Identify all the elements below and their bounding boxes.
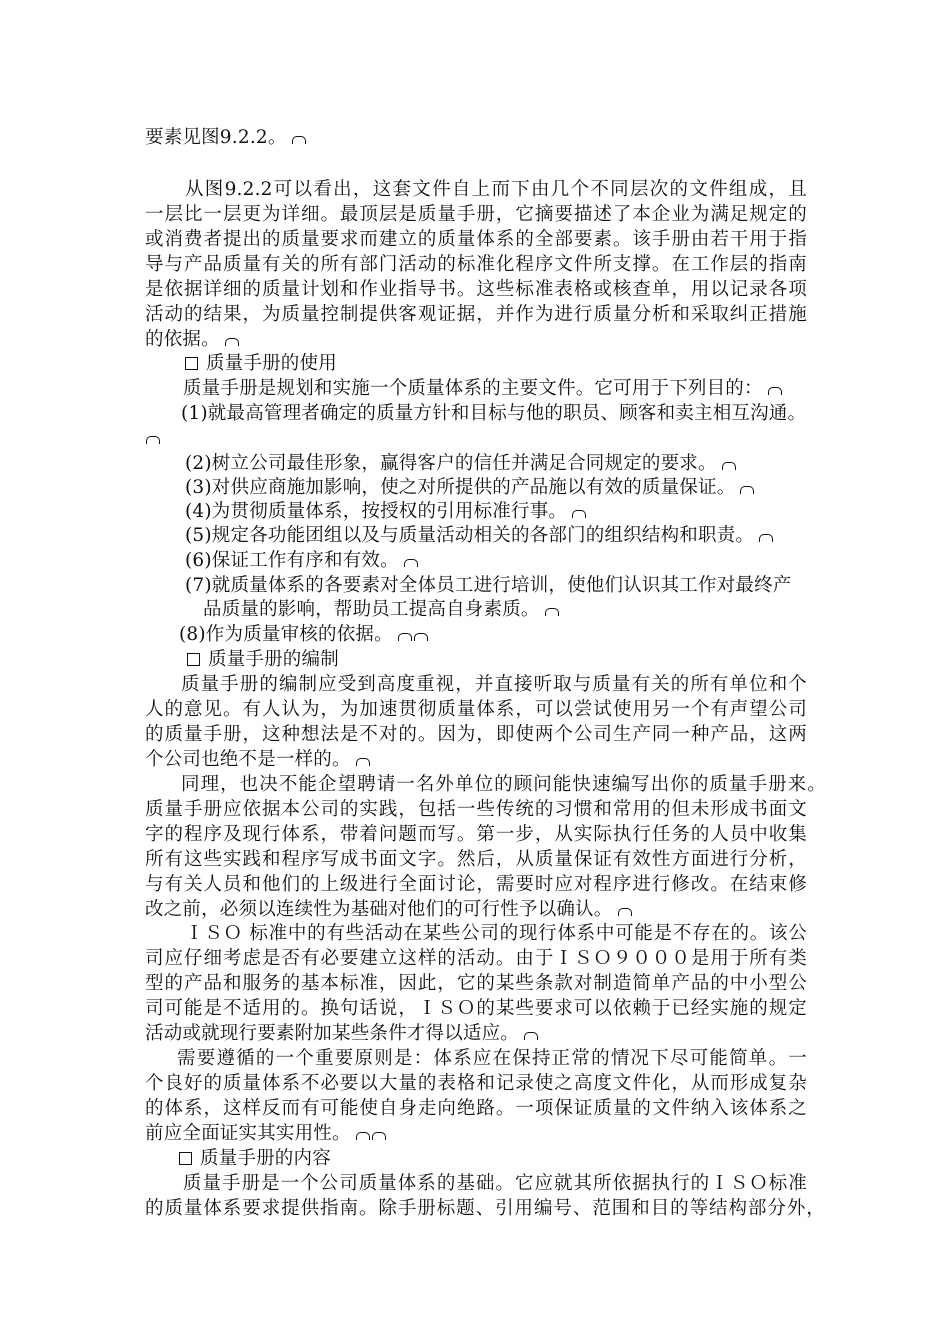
paragraph-mark-icon xyxy=(721,458,737,472)
text-line: 一层比一层更为详细。最顶层是质量手册，它摘要描述了本企业为满足规定的 xyxy=(145,204,807,225)
text-line: 的质量手册，这种想法是不对的。因为，即使两个公司生产同一种产品，这两 xyxy=(145,724,807,745)
paragraph-mark-icon xyxy=(224,334,240,348)
list-item: (1)就最高管理者确定的质量方针和目标与他的职员、顾客和卖主相互沟通。 xyxy=(181,403,807,424)
text-run: (6)保证工作有序和有效。 xyxy=(185,550,399,571)
text-run: 质量手册是规划和实施一个质量体系的主要文件。它可用于下列目的： xyxy=(183,378,763,399)
section-heading-compile xyxy=(187,648,339,672)
paragraph-mark-icon xyxy=(544,604,560,618)
text-run: (2)树立公司最佳形象，赢得客户的信任并满足合同规定的要求。 xyxy=(185,453,717,474)
text-run: 活动或就现行要素附加某些条件才得以适应。 xyxy=(145,1023,520,1044)
text-line: 或消费者提出的质量要求而建立的质量体系的全部要素。该手册由若干用于指 xyxy=(145,229,807,250)
paragraph-mark-icon xyxy=(371,1128,387,1142)
text-run: 改之前，必须以连续性为基础对他们的可行性予以确认。 xyxy=(145,899,613,920)
paragraph-mark-icon xyxy=(355,1128,371,1142)
paragraph-mark-icon xyxy=(145,432,161,446)
checkbox-square-icon xyxy=(187,653,200,666)
paragraph-mark-icon xyxy=(291,132,307,146)
text-line: 质量手册是一个公司质量体系的基础。它应就其所依据执行的ＩＳＯ标准 xyxy=(183,1173,807,1194)
text-run: (5)规定各功能团组以及与质量活动相关的各部门的组织结构和职责。 xyxy=(185,525,755,546)
text-line: 个良好的质量体系不必要以大量的表格和记录使之高度文件化，从而形成复杂 xyxy=(145,1073,807,1094)
paragraph-mark-icon xyxy=(355,754,371,768)
list-item-continuation xyxy=(203,598,560,622)
heading-text: 质量手册的使用 xyxy=(206,353,337,374)
text-line: 活动的结果，为质量控制提供客观证据，并作为进行质量分析和采取纠正措施 xyxy=(145,304,807,325)
heading-text: 质量手册的内容 xyxy=(200,1148,331,1169)
section-heading-content xyxy=(179,1147,331,1171)
text-line: 质量手册的编制应受到高度重视，并直接听取与质量有关的所有单位和个 xyxy=(181,674,807,695)
heading-text: 质量手册的编制 xyxy=(208,649,339,670)
text-line: 质量手册应依据本公司的实践，包括一些传统的习惯和常用的但未形成书面文 xyxy=(145,799,807,820)
text-run: 要素见图9.2.2。 xyxy=(145,127,287,148)
text-line: 同理，也决不能企望聘请一名外单位的顾问能快速编写出你的质量手册来。 xyxy=(181,774,826,795)
paragraph-mark-icon xyxy=(413,629,429,643)
list-item xyxy=(179,623,429,647)
text-run: (8)作为质量审核的依据。 xyxy=(179,624,393,645)
paragraph-mark-icon xyxy=(523,1028,539,1042)
paragraph-mark-icon xyxy=(739,482,755,496)
text-line: 司应仔细考虑是否有必要建立这样的活动。由于ＩＳＯ９０００是用于所有类 xyxy=(145,948,807,969)
text-line xyxy=(145,748,371,772)
text-line: ＩＳＯ 标准中的有些活动在某些公司的现行体系中可能是不存在的。该公 xyxy=(185,923,807,944)
text-line: 司可能是不适用的。换句话说，ＩＳＯ的某些要求可以依赖于已经实施的规定 xyxy=(145,998,807,1019)
paragraph-mark-icon xyxy=(767,383,783,397)
text-line: 人的意见。有人认为，为加速贯彻质量体系，可以尝试使用另一个有声望公司 xyxy=(145,699,807,720)
paragraph-mark-icon xyxy=(617,904,633,918)
text-line xyxy=(145,1122,387,1146)
list-item xyxy=(185,476,755,500)
text-line: 需要遵循的一个重要原则是：体系应在保持正常的情况下尽可能简单。一 xyxy=(177,1048,807,1069)
text-run: 前应全面证实其实用性。 xyxy=(145,1123,351,1144)
checkbox-square-icon xyxy=(179,1152,192,1165)
paragraph-mark-icon xyxy=(571,506,587,520)
text-run: 个公司也绝不是一样的。 xyxy=(145,749,351,770)
text-line: 与有关人员和他们的上级进行全面讨论，需要时应对程序进行修改。在结束修 xyxy=(145,874,807,895)
text-line: 所有这些实践和程序写成书面文字。然后，从质量保证有效性方面进行分析， xyxy=(145,849,807,870)
text-line: 字的程序及现行体系，带着问题而写。第一步，从实际执行任务的人员中收集 xyxy=(145,824,807,845)
text-run: (3)对供应商施加影响，使之对所提供的产品施以有效的质量保证。 xyxy=(185,477,736,498)
list-item xyxy=(185,452,737,476)
text-line: 是依据详细的质量计划和作业指导书。这些标准表格或核查单，用以记录各项 xyxy=(145,279,807,300)
text-line xyxy=(145,328,240,352)
text-line: 型的产品和服务的基本标准，因此，它的某些条款对制造简单产品的中小型公 xyxy=(145,973,807,994)
text-line xyxy=(145,126,307,150)
list-item: (7)就质量体系的各要素对全体员工进行培训，使他们认识其工作对最终产 xyxy=(185,575,792,596)
text-line: 的体系，这样反而有可能使自身走向绝路。一项保证质量的文件纳入该体系之 xyxy=(145,1098,807,1119)
text-run: 的依据。 xyxy=(145,329,220,350)
paragraph-mark-icon xyxy=(758,530,774,544)
text-line xyxy=(183,377,783,401)
section-heading-use xyxy=(185,352,337,376)
text-run: 品质量的影响，帮助员工提高自身素质。 xyxy=(203,599,540,620)
text-line: 导与产品质量有关的所有部门活动的标准化程序文件所支撑。在工作层的指南 xyxy=(145,254,807,275)
text-line: 从图9.2.2可以看出，这套文件自上而下由几个不同层次的文件组成，且 xyxy=(185,179,807,200)
text-line xyxy=(145,898,633,922)
list-item xyxy=(185,524,774,548)
checkbox-square-icon xyxy=(185,357,198,370)
paragraph-mark-icon xyxy=(403,555,419,569)
list-item xyxy=(185,500,587,524)
list-item xyxy=(185,549,419,573)
paragraph-mark-icon xyxy=(397,629,413,643)
text-line: 的质量体系要求提供指南。除手册标题、引用编号、范围和目的等结构部分外， xyxy=(145,1198,825,1219)
text-run: (4)为贯彻质量体系，按授权的引用标准行事。 xyxy=(185,501,568,522)
text-line xyxy=(145,426,161,450)
text-line xyxy=(145,1022,539,1046)
